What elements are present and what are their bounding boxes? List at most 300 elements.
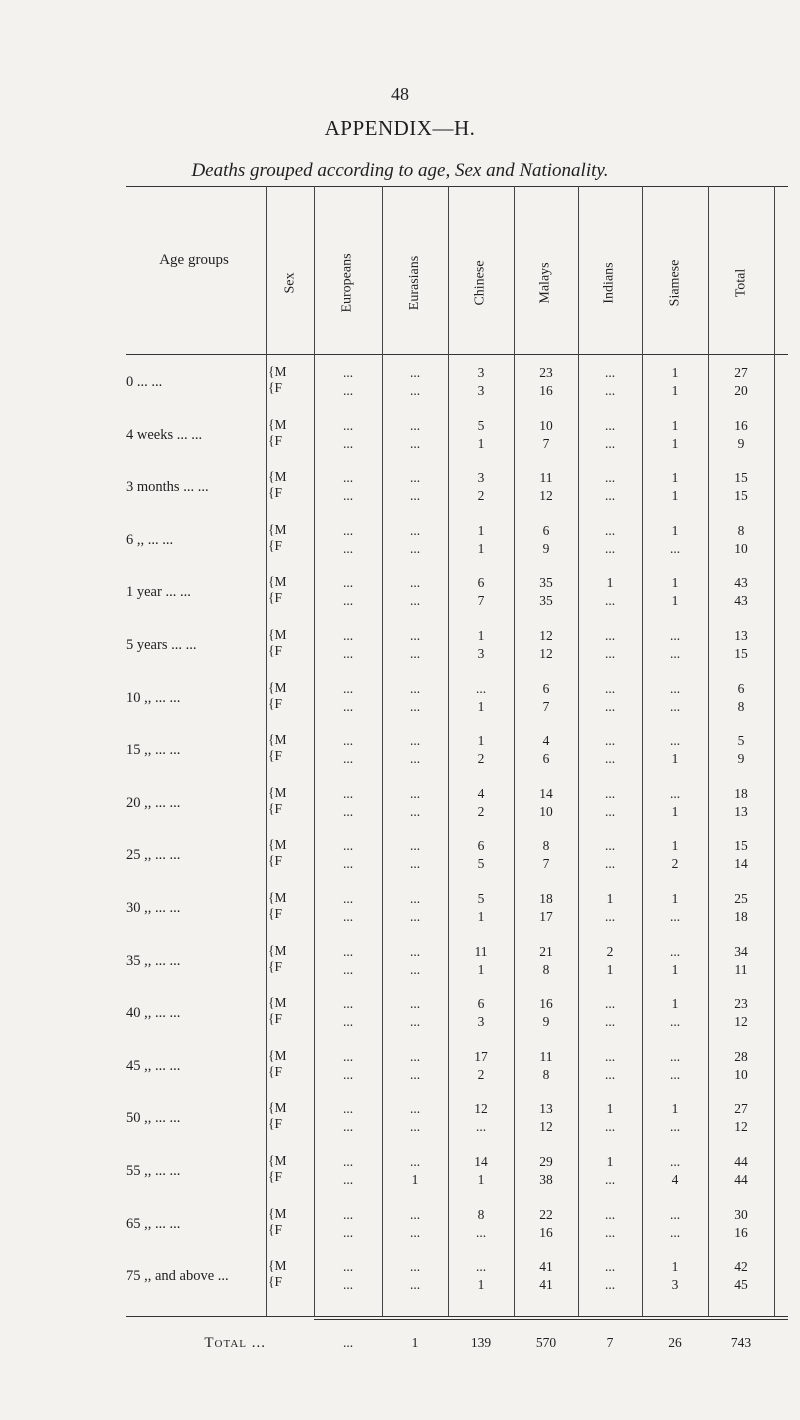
- cell-f: ...: [669, 1014, 681, 1030]
- header-chinese: [471, 228, 491, 338]
- sex-f: {F: [268, 1274, 282, 1290]
- cell-f: ...: [409, 698, 421, 714]
- cell-f: 12: [539, 488, 553, 504]
- cell-f: ...: [409, 961, 421, 977]
- cell-m: 17: [474, 1048, 488, 1064]
- cell-m: 5: [477, 417, 485, 433]
- cell-m: 13: [539, 1101, 553, 1117]
- cell-m: ...: [604, 365, 616, 380]
- cell-m: 14: [539, 785, 553, 801]
- cell-m: 28: [734, 1048, 748, 1064]
- cell-m: 1: [671, 575, 679, 591]
- total-cell: 139: [470, 1334, 492, 1350]
- sex-brace: [268, 680, 286, 712]
- cell-m: ...: [409, 838, 421, 854]
- cell-m: ...: [409, 996, 421, 1012]
- cell-f: ...: [475, 1224, 487, 1240]
- cell-f: 8: [542, 1066, 550, 1082]
- cell-f: ...: [342, 383, 354, 398]
- cell-m: 1: [671, 1101, 679, 1117]
- cell-f: 17: [539, 909, 553, 924]
- sex-m: {M: [268, 1047, 287, 1063]
- sex-f: {F: [268, 380, 282, 395]
- cell-f: 2: [671, 856, 679, 872]
- cell-m: 1: [671, 838, 679, 854]
- sex-f: {F: [268, 958, 282, 974]
- sex-brace: [268, 995, 286, 1027]
- age-group-label: 20 ,, ... ...: [126, 794, 181, 811]
- cell-m: ...: [409, 417, 421, 433]
- total-cell: 570: [535, 1334, 557, 1350]
- cell-m: 4: [477, 785, 485, 801]
- cell-f: ...: [409, 593, 421, 609]
- cell-f: 7: [542, 435, 550, 451]
- cell-f: 15: [734, 646, 748, 661]
- cell-m: ...: [669, 785, 681, 801]
- cell-m: 3: [477, 470, 485, 486]
- cell-m: ...: [409, 943, 421, 959]
- sex-f: {F: [268, 432, 282, 448]
- cell-f: ...: [342, 751, 354, 767]
- cell-f: 1: [477, 961, 485, 977]
- sex-f: {F: [268, 853, 282, 869]
- cell-f: ...: [409, 540, 421, 556]
- cell-f: ...: [604, 488, 616, 504]
- cell-m: ...: [669, 1048, 681, 1064]
- cell-f: 12: [539, 646, 553, 661]
- cell-f: ...: [409, 856, 421, 872]
- cell-f: 6: [542, 751, 550, 767]
- cell-m: 4: [542, 733, 550, 749]
- header-sex: [280, 228, 300, 338]
- cell-m: ...: [604, 470, 616, 486]
- sex-m: {M: [268, 732, 287, 748]
- cell-f: ...: [342, 803, 354, 819]
- cell-m: 2: [606, 943, 614, 959]
- cell-f: 5: [477, 856, 485, 872]
- cell-m: ...: [604, 1048, 616, 1064]
- cell-f: 2: [477, 803, 485, 819]
- cell-f: ...: [342, 1066, 354, 1082]
- sex-m: {M: [268, 1153, 287, 1168]
- cell-m: ...: [604, 628, 616, 643]
- cell-f: 8: [737, 698, 745, 714]
- cell-m: 22: [539, 1206, 553, 1222]
- age-group-label: 3 months ... ...: [126, 479, 209, 496]
- cell-m: 5: [737, 733, 745, 749]
- age-group-label: 5 years ... ...: [126, 637, 197, 653]
- cell-f: ...: [409, 488, 421, 504]
- cell-f: ...: [669, 540, 681, 556]
- cell-f: 9: [542, 1014, 550, 1030]
- cell-f: 9: [737, 751, 745, 767]
- rule-total-top: [314, 1319, 788, 1320]
- cell-m: ...: [342, 680, 354, 696]
- age-group-label: 1 year ... ...: [126, 584, 191, 601]
- header-europeans: [338, 228, 358, 338]
- sex-m: {M: [268, 469, 287, 485]
- age-group-label: 25 ,, ... ...: [126, 847, 181, 864]
- cell-f: 44: [734, 1172, 748, 1187]
- sex-brace: [268, 627, 286, 659]
- sex-f: {F: [268, 1116, 282, 1132]
- cell-m: ...: [342, 996, 354, 1012]
- cell-m: ...: [604, 1259, 616, 1275]
- cell-f: 35: [539, 593, 553, 609]
- cell-m: 1: [671, 365, 679, 380]
- header-total: [731, 228, 751, 338]
- cell-m: ...: [342, 891, 354, 906]
- cell-m: ...: [409, 365, 421, 380]
- cell-m: 34: [734, 943, 748, 959]
- cell-m: 15: [734, 470, 748, 486]
- cell-m: ...: [669, 733, 681, 749]
- cell-f: 3: [477, 1014, 485, 1030]
- sex-brace: [268, 522, 286, 554]
- cell-m: ...: [604, 417, 616, 433]
- cell-f: ...: [604, 803, 616, 819]
- cell-f: ...: [409, 1014, 421, 1030]
- cell-m: 3: [477, 365, 485, 380]
- cell-f: 4: [671, 1172, 679, 1187]
- cell-f: 7: [542, 856, 550, 872]
- cell-m: ...: [409, 785, 421, 801]
- cell-m: ...: [604, 680, 616, 696]
- cell-f: 16: [539, 1224, 553, 1240]
- cell-m: ...: [604, 522, 616, 538]
- cell-m: 6: [477, 996, 485, 1012]
- cell-f: 1: [477, 909, 485, 924]
- total-label: Total ...: [204, 1334, 266, 1351]
- cell-f: 15: [734, 488, 748, 504]
- cell-m: 6: [737, 680, 745, 696]
- cell-f: 10: [734, 540, 748, 556]
- cell-m: ...: [342, 417, 354, 433]
- header-label: Chinese: [473, 260, 489, 306]
- sex-m: {M: [268, 574, 287, 590]
- cell-m: 1: [477, 628, 485, 643]
- cell-m: 1: [671, 522, 679, 538]
- sex-m: {M: [268, 837, 287, 853]
- sex-f: {F: [268, 485, 282, 501]
- cell-m: ...: [409, 1206, 421, 1222]
- cell-f: 2: [477, 751, 485, 767]
- cell-m: 16: [734, 417, 748, 433]
- cell-f: 3: [477, 383, 485, 398]
- cell-f: ...: [669, 698, 681, 714]
- cell-f: ...: [342, 1119, 354, 1135]
- cell-m: ...: [342, 785, 354, 801]
- cell-f: ...: [669, 646, 681, 661]
- cell-f: 8: [542, 961, 550, 977]
- cell-m: ...: [669, 1154, 681, 1169]
- cell-m: 1: [671, 996, 679, 1012]
- cell-m: 1: [606, 575, 614, 591]
- cell-f: 10: [734, 1066, 748, 1082]
- age-group-label: 30 ,, ... ...: [126, 900, 181, 916]
- cell-m: ...: [604, 785, 616, 801]
- total-cell: ...: [342, 1334, 354, 1350]
- header-age-groups: Age groups: [159, 252, 229, 268]
- cell-m: 23: [734, 996, 748, 1012]
- sex-brace: [268, 890, 286, 922]
- cell-m: 30: [734, 1206, 748, 1222]
- cell-f: 16: [734, 1224, 748, 1240]
- cell-m: 15: [734, 838, 748, 854]
- total-cell: 1: [411, 1334, 419, 1350]
- cell-m: 1: [606, 1154, 614, 1169]
- cell-m: 1: [606, 891, 614, 906]
- cell-f: 1: [477, 540, 485, 556]
- cell-m: 5: [477, 891, 485, 906]
- cell-f: 1: [671, 488, 679, 504]
- cell-m: 18: [539, 891, 553, 906]
- cell-m: 23: [539, 365, 553, 380]
- cell-f: 1: [671, 751, 679, 767]
- cell-m: ...: [342, 943, 354, 959]
- cell-f: 13: [734, 803, 748, 819]
- sex-f: {F: [268, 643, 282, 658]
- cell-f: 1: [477, 698, 485, 714]
- header-malays: [536, 228, 556, 338]
- rule-header-bottom: [126, 354, 788, 355]
- cell-f: ...: [604, 856, 616, 872]
- age-group-label: 75 ,, and above ...: [126, 1268, 229, 1285]
- cell-f: ...: [409, 1224, 421, 1240]
- cell-m: 1: [606, 1101, 614, 1117]
- age-group-label: 45 ,, ... ...: [126, 1057, 181, 1074]
- sex-brace: [268, 732, 286, 764]
- cell-m: ...: [342, 1048, 354, 1064]
- cell-m: 27: [734, 365, 748, 380]
- header-siamese: [665, 228, 685, 338]
- cell-m: 35: [539, 575, 553, 591]
- sex-m: {M: [268, 942, 287, 958]
- cell-f: ...: [604, 1066, 616, 1082]
- age-group-label: 0 ... ...: [126, 374, 163, 390]
- cell-m: ...: [409, 1259, 421, 1275]
- sex-m: {M: [268, 1205, 287, 1221]
- cell-m: ...: [342, 1259, 354, 1275]
- cell-f: ...: [342, 1014, 354, 1030]
- age-group-label: 55 ,, ... ...: [126, 1163, 181, 1179]
- cell-m: ...: [342, 1101, 354, 1117]
- cell-f: ...: [409, 435, 421, 451]
- cell-f: 14: [734, 856, 748, 872]
- cell-f: ...: [475, 1119, 487, 1135]
- cell-f: 1: [671, 383, 679, 398]
- column-divider: [266, 186, 267, 1316]
- cell-m: ...: [669, 680, 681, 696]
- sex-m: {M: [268, 364, 287, 379]
- cell-f: ...: [409, 1066, 421, 1082]
- cell-f: ...: [342, 488, 354, 504]
- cell-f: 1: [671, 803, 679, 819]
- sex-brace: [268, 417, 286, 449]
- sex-brace: [268, 574, 286, 606]
- cell-f: ...: [342, 1277, 354, 1293]
- cell-m: ...: [409, 733, 421, 749]
- header-label: Europeans: [340, 253, 355, 313]
- cell-m: ...: [669, 1206, 681, 1222]
- rule-top: [126, 186, 788, 187]
- cell-m: 42: [734, 1259, 748, 1275]
- cell-m: 1: [477, 733, 485, 749]
- sex-brace: [268, 1100, 286, 1132]
- cell-f: 9: [542, 540, 550, 556]
- cell-f: 11: [734, 961, 748, 977]
- cell-f: ...: [669, 1119, 681, 1135]
- cell-f: 16: [539, 383, 553, 398]
- sex-m: {M: [268, 1100, 287, 1116]
- cell-m: ...: [604, 838, 616, 854]
- cell-m: 8: [477, 1206, 485, 1222]
- header-label: Malays: [538, 262, 553, 304]
- cell-f: ...: [342, 909, 354, 924]
- cell-m: 1: [477, 522, 485, 538]
- cell-f: ...: [342, 961, 354, 977]
- cell-f: 38: [539, 1172, 553, 1187]
- cell-m: ...: [669, 628, 681, 643]
- total-cell: 7: [606, 1334, 614, 1350]
- cell-m: 41: [539, 1259, 553, 1275]
- header-label: Sex: [282, 272, 297, 294]
- page-number: 48: [391, 84, 409, 104]
- cell-f: ...: [409, 383, 421, 398]
- cell-f: ...: [342, 1224, 354, 1240]
- cell-f: ...: [604, 593, 616, 609]
- sex-f: {F: [268, 1063, 282, 1079]
- cell-m: ...: [342, 1154, 354, 1169]
- cell-m: ...: [409, 575, 421, 591]
- cell-m: 10: [539, 417, 553, 433]
- cell-f: 1: [671, 961, 679, 977]
- cell-m: ...: [342, 470, 354, 486]
- cell-f: ...: [409, 909, 421, 924]
- sex-m: {M: [268, 1258, 287, 1274]
- cell-m: 6: [542, 680, 550, 696]
- cell-m: 8: [542, 838, 550, 854]
- cell-m: 44: [734, 1154, 748, 1169]
- cell-f: ...: [604, 1119, 616, 1135]
- cell-f: 12: [734, 1014, 748, 1030]
- cell-m: ...: [342, 628, 354, 643]
- sex-f: {F: [268, 906, 282, 921]
- cell-f: 3: [477, 646, 485, 661]
- cell-f: ...: [409, 803, 421, 819]
- cell-f: ...: [604, 1014, 616, 1030]
- sex-f: {F: [268, 537, 282, 553]
- cell-m: ...: [604, 1206, 616, 1222]
- cell-m: ...: [409, 1154, 421, 1169]
- cell-f: 1: [671, 593, 679, 609]
- cell-f: 7: [477, 593, 485, 609]
- cell-f: ...: [604, 1277, 616, 1293]
- cell-m: 25: [734, 891, 748, 906]
- sex-brace: [268, 785, 286, 817]
- cell-m: 18: [734, 785, 748, 801]
- cell-m: 1: [671, 417, 679, 433]
- sex-brace: [268, 1206, 286, 1238]
- sex-m: {M: [268, 416, 287, 432]
- age-group-label: 50 ,, ... ...: [126, 1110, 181, 1127]
- cell-m: 12: [474, 1101, 488, 1117]
- cell-m: 1: [671, 891, 679, 906]
- cell-f: ...: [604, 1224, 616, 1240]
- sex-m: {M: [268, 890, 287, 905]
- cell-m: ...: [604, 733, 616, 749]
- cell-m: ...: [475, 680, 487, 696]
- header-eurasians: [405, 228, 425, 338]
- cell-m: ...: [409, 680, 421, 696]
- cell-f: 1: [477, 1172, 485, 1187]
- cell-m: ...: [409, 1101, 421, 1117]
- age-group-label: 40 ,, ... ...: [126, 1005, 181, 1022]
- cell-m: 43: [734, 575, 748, 591]
- cell-f: ...: [604, 435, 616, 451]
- cell-f: ...: [342, 435, 354, 451]
- cell-f: ...: [669, 1224, 681, 1240]
- cell-f: 43: [734, 593, 748, 609]
- age-group-label: 6 ,, ... ...: [126, 531, 174, 548]
- header-label: Eurasians: [407, 255, 422, 311]
- cell-m: ...: [342, 733, 354, 749]
- cell-m: ...: [342, 1206, 354, 1222]
- cell-f: ...: [604, 909, 616, 924]
- cell-m: ...: [409, 628, 421, 643]
- cell-m: ...: [409, 891, 421, 906]
- cell-f: 1: [411, 1172, 419, 1187]
- sex-m: {M: [268, 627, 287, 642]
- cell-f: ...: [409, 1277, 421, 1293]
- cell-f: 10: [539, 803, 553, 819]
- cell-f: 7: [542, 698, 550, 714]
- cell-m: ...: [604, 996, 616, 1012]
- age-group-label: 4 weeks ... ...: [126, 426, 203, 443]
- cell-f: ...: [604, 383, 616, 398]
- cell-f: 12: [539, 1119, 553, 1135]
- cell-m: ...: [409, 522, 421, 538]
- cell-m: ...: [342, 522, 354, 538]
- age-group-label: 10 ,, ... ...: [126, 689, 181, 706]
- cell-m: ...: [409, 470, 421, 486]
- cell-m: ...: [342, 575, 354, 591]
- deaths-table: [126, 186, 800, 1351]
- cell-f: ...: [342, 540, 354, 556]
- cell-f: 1: [671, 435, 679, 451]
- cell-f: ...: [604, 540, 616, 556]
- cell-m: 8: [737, 522, 745, 538]
- column-divider: [774, 186, 775, 1316]
- cell-m: 6: [542, 522, 550, 538]
- cell-m: 6: [477, 838, 485, 854]
- cell-m: ...: [342, 838, 354, 854]
- cell-m: 21: [539, 943, 553, 959]
- sex-m: {M: [268, 995, 287, 1011]
- header-label: Indians: [602, 262, 617, 304]
- cell-m: 1: [671, 470, 679, 486]
- cell-f: ...: [409, 751, 421, 767]
- cell-f: ...: [604, 1172, 616, 1187]
- sex-brace: [268, 364, 286, 396]
- sex-f: {F: [268, 748, 282, 764]
- sex-f: {F: [268, 695, 282, 711]
- sex-brace: [268, 469, 286, 501]
- total-cell: 743: [730, 1334, 752, 1350]
- cell-f: 2: [477, 488, 485, 504]
- sex-f: {F: [268, 800, 282, 816]
- cell-f: ...: [409, 1119, 421, 1135]
